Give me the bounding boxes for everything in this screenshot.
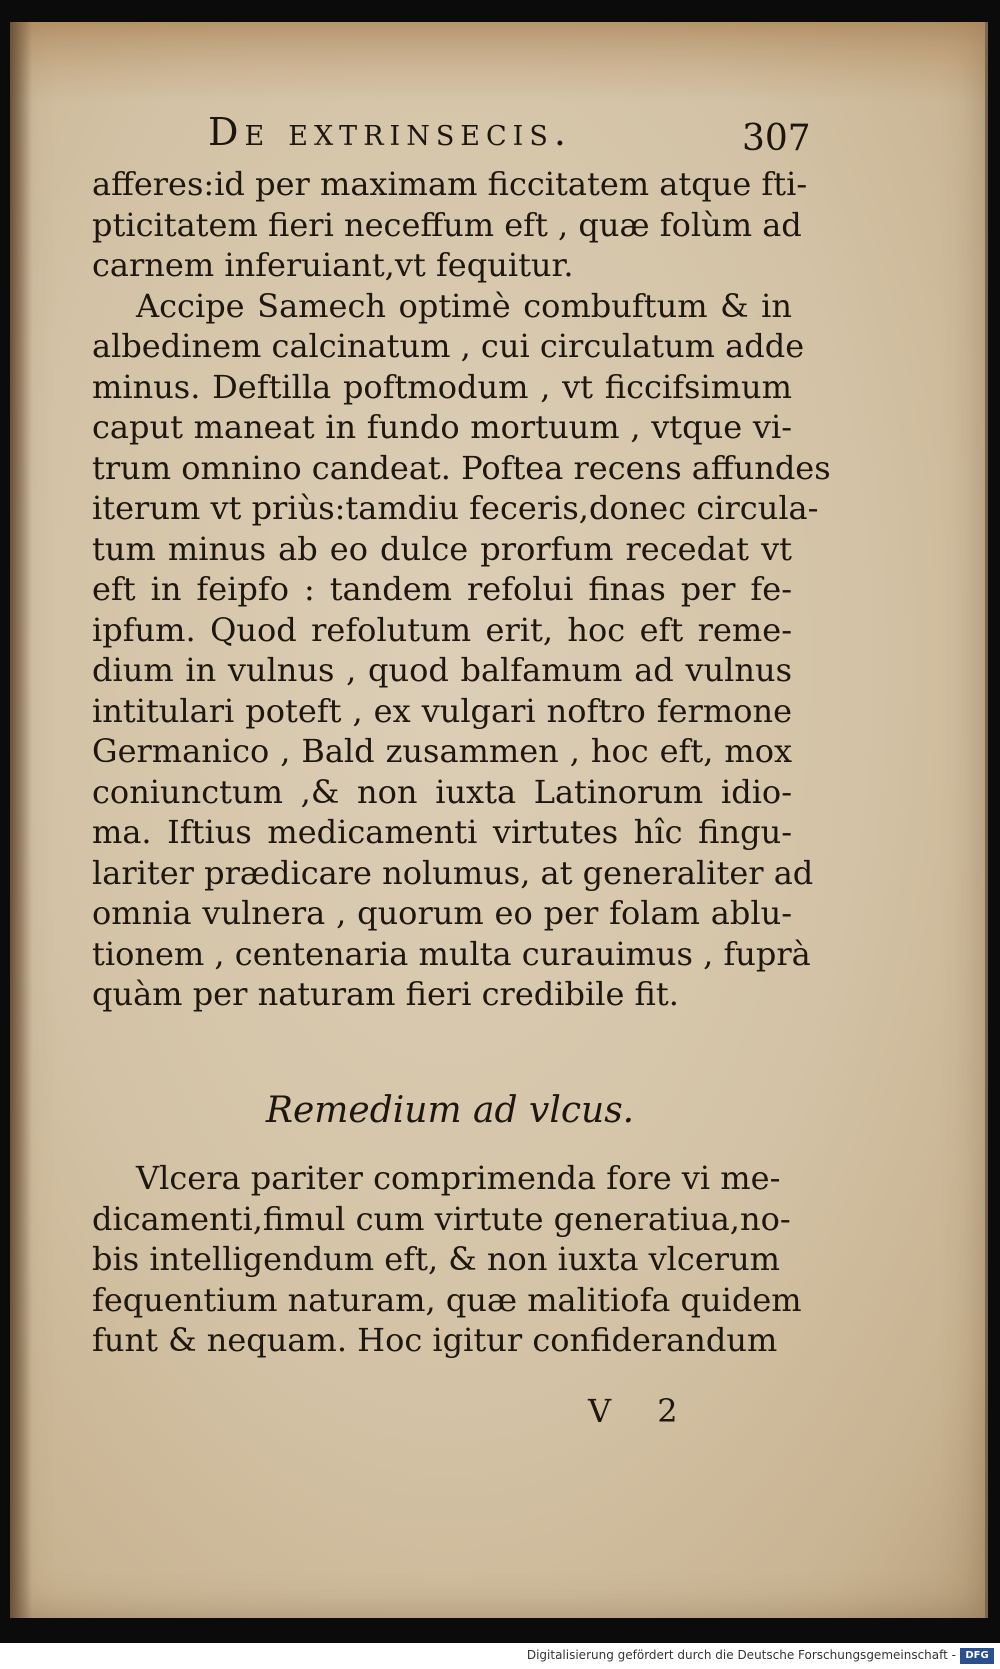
dfg-logo-icon: DFG bbox=[960, 1648, 994, 1664]
digitization-footer bbox=[0, 1643, 1000, 1669]
text-line: tum minus ab eo dulce prorfum recedat vt bbox=[92, 529, 792, 568]
text-line: coniunctum ,& non iuxta Latinorum idio- bbox=[92, 772, 792, 811]
text-line: Accipe Samech optimè combuftum & in bbox=[136, 286, 792, 325]
section-heading: Remedium ad vlcus. bbox=[265, 1090, 635, 1131]
text-line: bis intelligendum eft, & non iuxta vlcerum bbox=[92, 1240, 781, 1278]
text-line: ipfum. Quod refolutum erit, hoc eft reme- bbox=[92, 610, 792, 649]
text-line: ma. Iftius medicamenti virtutes hîc fingu- bbox=[92, 813, 792, 851]
text-line: caput maneat in fundo mortuum , vtque vi- bbox=[92, 408, 792, 446]
text-line: iterum vt priùs:tamdiu feceris,donec circula- bbox=[92, 489, 819, 527]
text-line: pticitatem fieri neceffum eft , quæ folùm ad bbox=[92, 205, 802, 244]
main-text bbox=[92, 164, 831, 1015]
page-number: 307 bbox=[742, 118, 811, 159]
page-gutter bbox=[10, 22, 32, 1618]
signature-mark: V 2 bbox=[588, 1392, 696, 1430]
second-text bbox=[92, 1158, 802, 1361]
footer-credit: Digitalisierung gefördert durch die Deutsche Forschungsgemeinschaft - bbox=[526, 1648, 956, 1662]
text-line: albedinem calcinatum , cui circulatum adde bbox=[92, 327, 805, 365]
running-head: De extrinsecis. bbox=[208, 110, 572, 154]
text-line: quàm per naturam fieri credibile fit. bbox=[92, 975, 679, 1013]
text-line: trum omnino candeat. Poftea recens affundes bbox=[92, 448, 831, 487]
text-line: dium in vulnus , quod balfamum ad vulnus bbox=[92, 651, 792, 689]
text-line: lariter prædicare nolumus, at generaliter ad bbox=[92, 853, 814, 892]
text-line: omnia vulnera , quorum eo per folam ablu- bbox=[92, 894, 792, 932]
text-line: eft in feipfo : tandem refolui finas per fe- bbox=[92, 570, 792, 608]
text-line: intitulari poteft , ex vulgari noftro fermone bbox=[92, 691, 792, 730]
text-line: carnem inferuiant,vt fequitur. bbox=[92, 246, 574, 284]
text-line: fequentium naturam, quæ malitiofa quidem bbox=[92, 1280, 802, 1319]
text-line: minus. Deftilla poftmodum , vt ficcifsimum bbox=[92, 367, 792, 406]
text-line: funt & nequam. Hoc igitur confiderandum bbox=[92, 1321, 778, 1359]
text-line: dicamenti,fimul cum virtute generatiua,no- bbox=[92, 1199, 791, 1238]
text-line: afferes:id per maximam ficcitatem atque fti- bbox=[92, 165, 808, 203]
text-line: Vlcera pariter comprimenda fore vi me- bbox=[136, 1159, 781, 1197]
text-line: tionem , centenaria multa curauimus , fuprà bbox=[92, 934, 811, 973]
text-line: Germanico , Bald zusammen , hoc eft, mox bbox=[92, 732, 792, 770]
